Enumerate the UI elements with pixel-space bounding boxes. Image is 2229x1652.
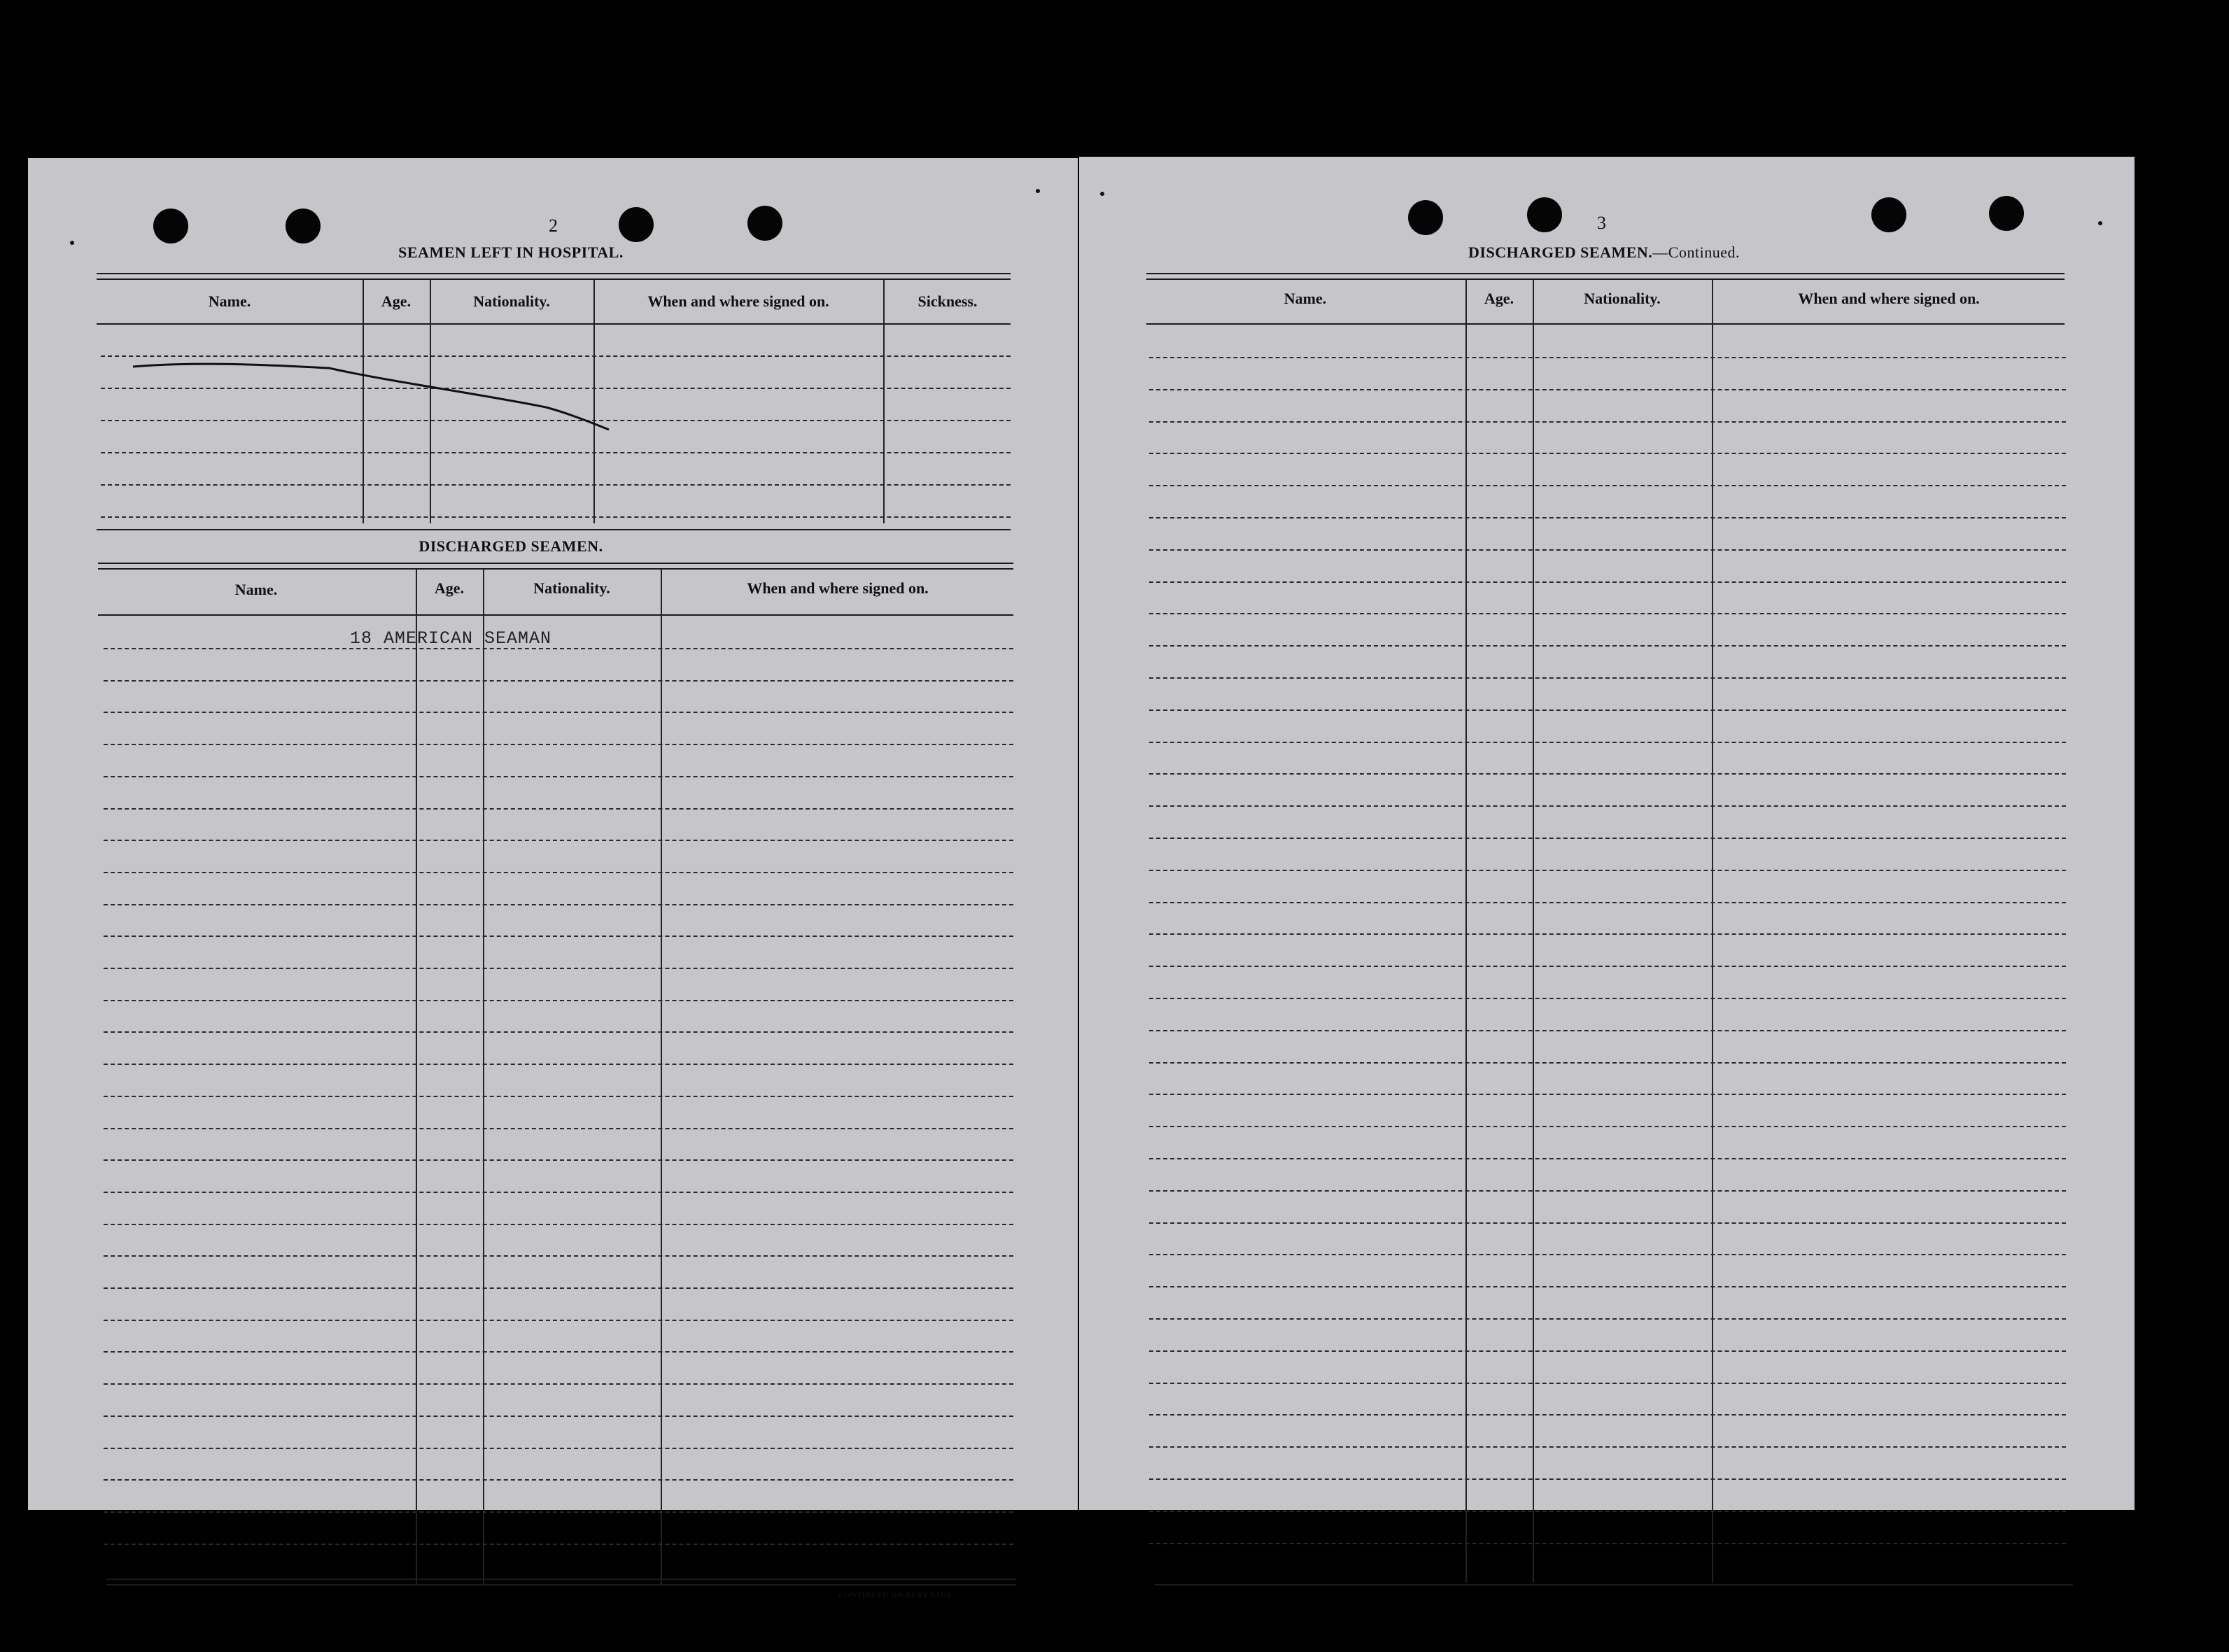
ruled-line bbox=[1149, 1414, 2066, 1416]
column-divider bbox=[1465, 280, 1467, 1583]
ruled-line bbox=[1149, 933, 2066, 935]
speck bbox=[70, 241, 74, 245]
column-header-nationality: Nationality. bbox=[473, 292, 550, 310]
ruled-line bbox=[1149, 902, 2066, 903]
ruled-line bbox=[1149, 805, 2066, 807]
rule bbox=[98, 614, 1013, 616]
ruled-line bbox=[104, 1031, 1013, 1033]
ruled-line bbox=[1149, 677, 2066, 679]
ruled-line bbox=[104, 680, 1013, 682]
punch-hole bbox=[286, 209, 321, 243]
ruled-line bbox=[1149, 1446, 2066, 1448]
typed-entry: 18 AMERICAN SEAMAN bbox=[350, 628, 552, 649]
ruled-line bbox=[1149, 1350, 2066, 1352]
ruled-line bbox=[1149, 1286, 2066, 1287]
ruled-line bbox=[101, 420, 1011, 421]
ruled-line bbox=[104, 1192, 1013, 1193]
column-header-when-where: When and where signed on. bbox=[647, 292, 829, 310]
cancel-stroke bbox=[28, 158, 29, 159]
ruled-line bbox=[104, 1128, 1013, 1129]
rule bbox=[1146, 278, 2065, 280]
ruled-line bbox=[104, 872, 1013, 873]
ruled-line bbox=[104, 1544, 1013, 1545]
ruled-line bbox=[104, 1511, 1013, 1513]
column-divider bbox=[430, 280, 431, 523]
footer-note: CONTINUED ON NEXT PAGE. bbox=[838, 1591, 955, 1600]
ruled-line bbox=[104, 1000, 1013, 1001]
rule bbox=[97, 529, 1011, 530]
rule bbox=[97, 273, 1011, 274]
ruled-line bbox=[104, 904, 1013, 905]
speck bbox=[2098, 221, 2102, 225]
ruled-line bbox=[1149, 517, 2066, 518]
ruled-line bbox=[104, 1479, 1013, 1481]
ruled-line bbox=[1149, 613, 2066, 614]
ruled-line bbox=[1149, 742, 2066, 743]
ruled-line bbox=[104, 968, 1013, 969]
ruled-line bbox=[104, 1224, 1013, 1225]
ruled-line bbox=[104, 712, 1013, 713]
ruled-line bbox=[1149, 998, 2066, 999]
ruled-line bbox=[1149, 773, 2066, 775]
ruled-line bbox=[104, 1255, 1013, 1257]
ruled-line bbox=[1149, 838, 2066, 839]
ruled-line bbox=[1149, 549, 2066, 551]
ruled-line bbox=[104, 1351, 1013, 1353]
column-divider bbox=[1533, 280, 1534, 1583]
rule bbox=[97, 278, 1011, 280]
column-header-sickness: Sickness. bbox=[917, 292, 978, 310]
ruled-line bbox=[1149, 389, 2066, 390]
left-page bbox=[28, 158, 1078, 1600]
column-header-age: Age. bbox=[381, 292, 412, 310]
column-divider bbox=[593, 280, 595, 523]
ruled-line bbox=[1149, 1511, 2066, 1512]
ruled-line bbox=[104, 1320, 1013, 1321]
ruled-line bbox=[101, 388, 1011, 389]
rule bbox=[98, 568, 1013, 570]
rule bbox=[106, 1579, 1016, 1580]
ruled-line bbox=[104, 808, 1013, 810]
column-header-age: Age. bbox=[1484, 290, 1514, 307]
ruled-line bbox=[1149, 966, 2066, 967]
rule bbox=[106, 1584, 1016, 1586]
ruled-line bbox=[101, 516, 1011, 518]
ruled-line bbox=[1149, 1062, 2066, 1064]
rule bbox=[98, 563, 1013, 564]
rule bbox=[97, 323, 1011, 325]
page-number: 3 bbox=[1597, 213, 1606, 233]
punch-hole bbox=[153, 209, 188, 243]
column-header-name: Name. bbox=[234, 581, 278, 598]
rule bbox=[1146, 323, 2065, 325]
column-header-when-where: When and where signed on. bbox=[747, 579, 929, 597]
ruled-line bbox=[1149, 453, 2066, 454]
ruled-line bbox=[101, 452, 1011, 453]
column-header-name: Name. bbox=[208, 292, 251, 310]
ruled-line bbox=[1149, 1030, 2066, 1031]
punch-hole bbox=[1408, 200, 1443, 235]
column-header-age: Age. bbox=[434, 579, 465, 597]
column-header-nationality: Nationality. bbox=[533, 579, 610, 597]
ruled-line bbox=[104, 744, 1013, 745]
column-divider bbox=[1712, 280, 1713, 1583]
column-divider bbox=[883, 280, 885, 523]
column-header-when-where: When and where signed on. bbox=[1798, 290, 1980, 307]
column-header-nationality: Nationality. bbox=[1584, 290, 1661, 307]
right-page bbox=[1079, 157, 2135, 1510]
ruled-line bbox=[104, 1064, 1013, 1065]
discharged-section-title: DISCHARGED SEAMEN. bbox=[419, 537, 603, 555]
ruled-line bbox=[1149, 421, 2066, 423]
ruled-line bbox=[1149, 1543, 2066, 1544]
punch-hole bbox=[619, 207, 654, 242]
ruled-line bbox=[1149, 1383, 2066, 1384]
ruled-line bbox=[1149, 1158, 2066, 1159]
ruled-line bbox=[1149, 581, 2066, 583]
hospital-section-title: SEAMEN LEFT IN HOSPITAL. bbox=[398, 243, 624, 261]
ruled-line bbox=[104, 776, 1013, 777]
ruled-line bbox=[104, 1096, 1013, 1097]
ruled-line bbox=[1149, 485, 2066, 486]
ruled-line bbox=[104, 1159, 1013, 1161]
ruled-line bbox=[101, 484, 1011, 486]
page-number: 2 bbox=[549, 216, 558, 236]
ruled-line bbox=[1149, 357, 2066, 358]
ruled-line bbox=[1149, 1190, 2066, 1192]
punch-hole bbox=[747, 206, 782, 241]
column-divider bbox=[416, 570, 417, 1584]
ruled-line bbox=[104, 1383, 1013, 1385]
ruled-line bbox=[1149, 1126, 2066, 1127]
column-divider bbox=[661, 570, 662, 1584]
ruled-line bbox=[1149, 645, 2066, 647]
ruled-line bbox=[104, 1416, 1013, 1417]
punch-hole bbox=[1871, 197, 1906, 232]
column-divider bbox=[363, 280, 364, 523]
ruled-line bbox=[104, 1287, 1013, 1289]
column-header-name: Name. bbox=[1284, 290, 1327, 307]
ruled-line bbox=[104, 1448, 1013, 1449]
ruled-line bbox=[1149, 709, 2066, 711]
ruled-line bbox=[1149, 1222, 2066, 1224]
ruled-line bbox=[1149, 1318, 2066, 1320]
speck bbox=[1036, 189, 1040, 193]
ruled-line bbox=[104, 648, 1013, 649]
speck bbox=[1100, 192, 1104, 196]
column-divider bbox=[483, 570, 484, 1584]
ruled-line bbox=[1149, 870, 2066, 871]
ruled-line bbox=[1149, 1094, 2066, 1095]
ruled-line bbox=[104, 840, 1013, 841]
rule bbox=[1155, 1584, 2073, 1586]
title-text: DISCHARGED SEAMEN. bbox=[1468, 243, 1653, 261]
ruled-line bbox=[1149, 1254, 2066, 1255]
title-suffix: —Continued. bbox=[1652, 243, 1740, 261]
rule bbox=[1146, 273, 2065, 274]
punch-hole bbox=[1989, 196, 2024, 231]
discharged-continued-title bbox=[1415, 243, 1793, 262]
ruled-line bbox=[104, 936, 1013, 937]
punch-hole bbox=[1527, 197, 1562, 232]
ruled-line bbox=[101, 355, 1011, 357]
ruled-line bbox=[1149, 1478, 2066, 1480]
